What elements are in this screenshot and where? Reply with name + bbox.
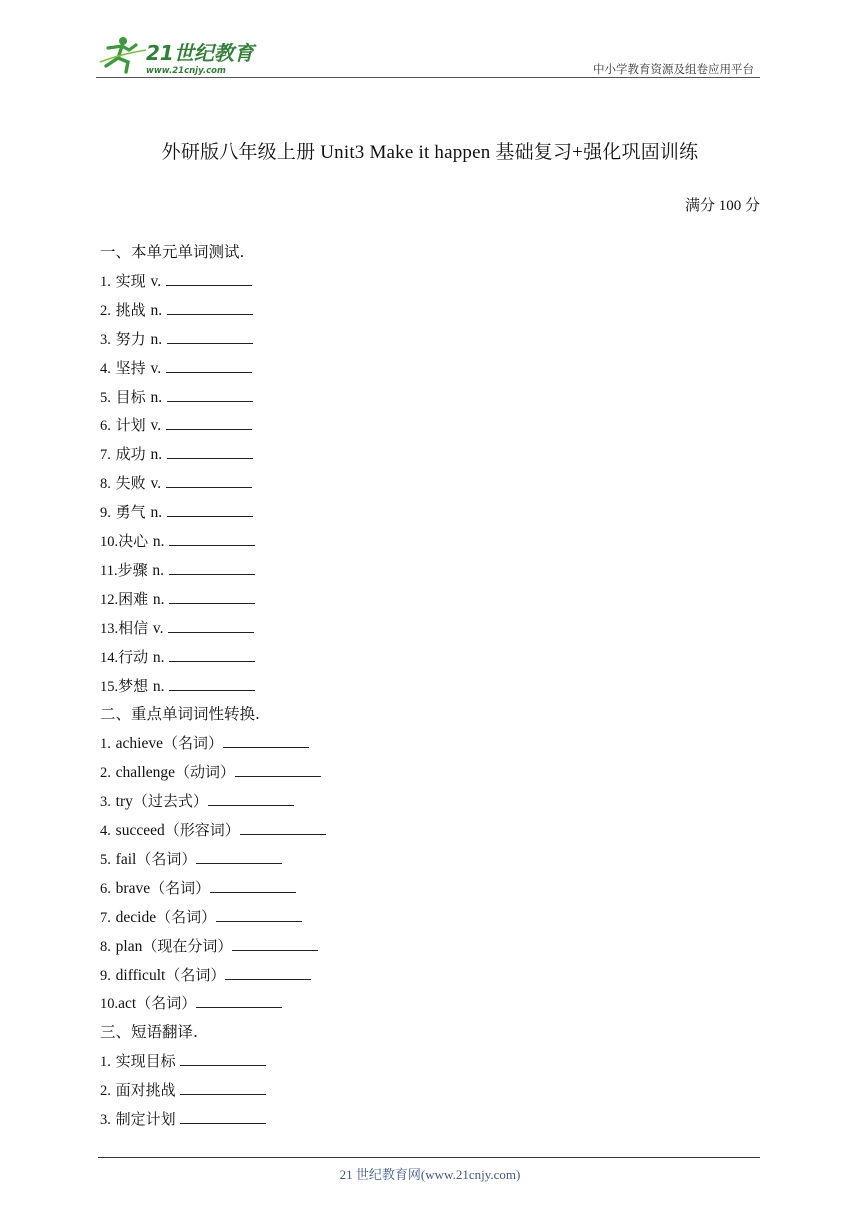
item-number: 13. (100, 620, 119, 637)
chinese-word: 实现 (115, 271, 146, 290)
item-number: 12. (100, 591, 119, 608)
word-form-hint: （名词） (165, 965, 226, 984)
part-of-speech: v. (150, 417, 162, 435)
vocab-item (100, 357, 252, 379)
item-number: 6. (100, 418, 111, 435)
vocab-item (100, 530, 255, 552)
section-heading: 三、短语翻译. (100, 1023, 198, 1042)
english-word: brave (115, 879, 151, 897)
item-number: 6. (100, 880, 111, 897)
footer-source: 21 世纪教育网(www.21cnjy.com) (339, 1167, 521, 1182)
item-number: 5. (100, 389, 111, 406)
chinese-word: 计划 (115, 416, 146, 435)
answer-blank[interactable] (167, 387, 253, 402)
conversion-item (100, 732, 309, 754)
chinese-word: 决心 (118, 532, 149, 550)
conversion-item (100, 877, 296, 899)
vocab-item (100, 646, 255, 668)
answer-blank[interactable] (169, 676, 255, 691)
answer-blank[interactable] (167, 444, 253, 459)
word-form-hint: （形容词） (164, 821, 240, 839)
page-title: 外研版八年级上册 Unit3 Make it happen 基础复习+强化巩固训练 (161, 142, 699, 163)
english-word: challenge (115, 764, 176, 782)
part-of-speech: n. (150, 330, 163, 348)
logo-url: www.21cnjy.com (146, 66, 226, 76)
item-number: 8. (100, 476, 111, 493)
item-number: 9. (100, 967, 111, 984)
chinese-word: 梦想 (118, 676, 149, 695)
answer-blank[interactable] (166, 271, 252, 286)
phrase-item (100, 1079, 266, 1101)
english-word: succeed (115, 822, 165, 839)
chinese-word: 失败 (115, 474, 146, 493)
part-of-speech: v. (150, 475, 162, 493)
word-form-hint: （动词） (175, 763, 236, 782)
chinese-phrase: 制定计划 (115, 1110, 176, 1128)
conversion-item (100, 819, 326, 841)
answer-blank[interactable] (167, 329, 253, 344)
answer-blank[interactable] (196, 993, 282, 1008)
part-of-speech: n. (152, 561, 165, 579)
total-score: 满分 100 分 (684, 198, 760, 214)
vocab-item (100, 299, 253, 321)
vocab-item (100, 559, 255, 581)
english-word: difficult (115, 966, 166, 984)
item-number: 2. (100, 765, 111, 782)
vocab-item (100, 501, 253, 523)
vocab-item (100, 414, 252, 436)
answer-blank[interactable] (223, 733, 309, 748)
word-form-hint: （名词） (162, 734, 223, 753)
answer-blank[interactable] (166, 473, 252, 488)
chinese-word: 勇气 (115, 503, 146, 522)
answer-blank[interactable] (169, 647, 255, 662)
item-number: 5. (100, 851, 111, 868)
item-number: 2. (100, 302, 111, 319)
item-number: 3. (100, 331, 111, 348)
word-form-hint: （过去式） (132, 792, 208, 811)
answer-blank[interactable] (167, 300, 253, 315)
english-word: act (118, 995, 137, 1013)
conversion-item (100, 992, 282, 1014)
part-of-speech: n. (152, 590, 165, 608)
answer-blank[interactable] (180, 1051, 266, 1066)
vocab-item (100, 386, 253, 408)
item-number: 7. (100, 447, 111, 464)
answer-blank[interactable] (232, 936, 318, 951)
english-word: decide (115, 908, 157, 926)
answer-blank[interactable] (169, 589, 255, 604)
section1-heading (100, 241, 244, 263)
answer-blank[interactable] (240, 820, 326, 835)
chinese-word: 目标 (115, 387, 146, 406)
vocab-item (100, 588, 255, 610)
conversion-item (100, 761, 321, 783)
word-form-hint: （名词） (156, 907, 217, 926)
part-of-speech: v. (152, 619, 164, 637)
word-form-hint: （名词） (150, 878, 211, 897)
vocab-item (100, 675, 255, 697)
page-header (96, 30, 760, 80)
item-number: 2. (100, 1083, 111, 1100)
answer-blank[interactable] (225, 965, 311, 980)
chinese-word: 困难 (118, 589, 149, 608)
vocab-item (100, 472, 252, 494)
logo (96, 32, 266, 76)
part-of-speech: n. (150, 446, 163, 464)
answer-blank[interactable] (169, 560, 255, 575)
chinese-word: 行动 (118, 647, 149, 666)
item-number: 3. (100, 794, 111, 811)
vocab-item (100, 617, 254, 639)
item-number: 8. (100, 938, 111, 955)
chinese-word: 步骤 (117, 560, 148, 579)
vocab-item (100, 270, 252, 292)
item-number: 10. (100, 996, 119, 1013)
item-number: 1. (100, 736, 111, 753)
logo-text: 21世纪教育 (146, 41, 254, 65)
english-word: plan (115, 937, 143, 955)
chinese-phrase: 面对挑战 (115, 1081, 176, 1100)
answer-blank[interactable] (169, 531, 255, 546)
footer-divider (98, 1157, 760, 1158)
vocab-item (100, 328, 253, 350)
conversion-item (100, 848, 282, 870)
part-of-speech: v. (150, 359, 162, 377)
item-number: 11. (100, 562, 118, 579)
header-divider (96, 77, 760, 78)
part-of-speech: n. (152, 533, 165, 550)
runner-logo-icon (96, 32, 266, 76)
section3-heading (100, 1021, 198, 1043)
conversion-item (100, 790, 294, 812)
part-of-speech: n. (150, 301, 163, 319)
item-number: 9. (100, 505, 111, 522)
answer-blank[interactable] (208, 791, 294, 806)
conversion-item (100, 964, 311, 986)
vocab-item (100, 443, 253, 465)
item-number: 1. (100, 1054, 111, 1071)
item-number: 15. (100, 678, 119, 695)
conversion-item (100, 906, 302, 928)
answer-blank[interactable] (180, 1080, 266, 1095)
chinese-word: 努力 (115, 329, 146, 348)
part-of-speech: n. (150, 504, 163, 522)
english-word: fail (115, 850, 137, 868)
chinese-word: 挑战 (115, 300, 146, 319)
section2-heading (100, 703, 260, 725)
answer-blank[interactable] (210, 878, 296, 893)
word-form-hint: （现在分词） (142, 936, 233, 955)
part-of-speech: v. (150, 272, 162, 290)
chinese-phrase: 实现目标 (115, 1052, 176, 1071)
english-word: achieve (115, 735, 163, 753)
english-word: try (115, 793, 133, 811)
item-number: 3. (100, 1112, 111, 1128)
chinese-word: 相信 (118, 618, 149, 637)
section-heading: 二、重点单词词性转换. (100, 705, 260, 724)
word-form-hint: （名词） (136, 994, 197, 1013)
conversion-item (100, 935, 318, 957)
answer-blank[interactable] (168, 618, 254, 633)
part-of-speech: n. (152, 648, 165, 666)
chinese-word: 坚持 (115, 358, 146, 377)
answer-blank[interactable] (196, 849, 282, 864)
item-number: 1. (100, 273, 111, 290)
platform-name: 中小学教育资源及组卷应用平台 (593, 62, 754, 76)
chinese-word: 成功 (115, 445, 146, 464)
answer-blank[interactable] (216, 907, 302, 922)
answer-blank[interactable] (167, 502, 253, 517)
part-of-speech: n. (150, 388, 163, 406)
item-number: 4. (100, 823, 111, 839)
answer-blank[interactable] (166, 415, 252, 430)
answer-blank[interactable] (166, 358, 252, 373)
answer-blank[interactable] (235, 762, 321, 777)
part-of-speech: n. (152, 677, 165, 695)
phrase-item (100, 1050, 266, 1072)
answer-blank[interactable] (180, 1109, 266, 1124)
item-number: 10. (100, 534, 119, 550)
item-number: 14. (100, 649, 119, 666)
word-form-hint: （名词） (136, 849, 197, 868)
phrase-item (100, 1108, 266, 1130)
item-number: 7. (100, 909, 111, 926)
item-number: 4. (100, 360, 111, 377)
section-heading: 一、本单元单词测试. (100, 243, 245, 261)
